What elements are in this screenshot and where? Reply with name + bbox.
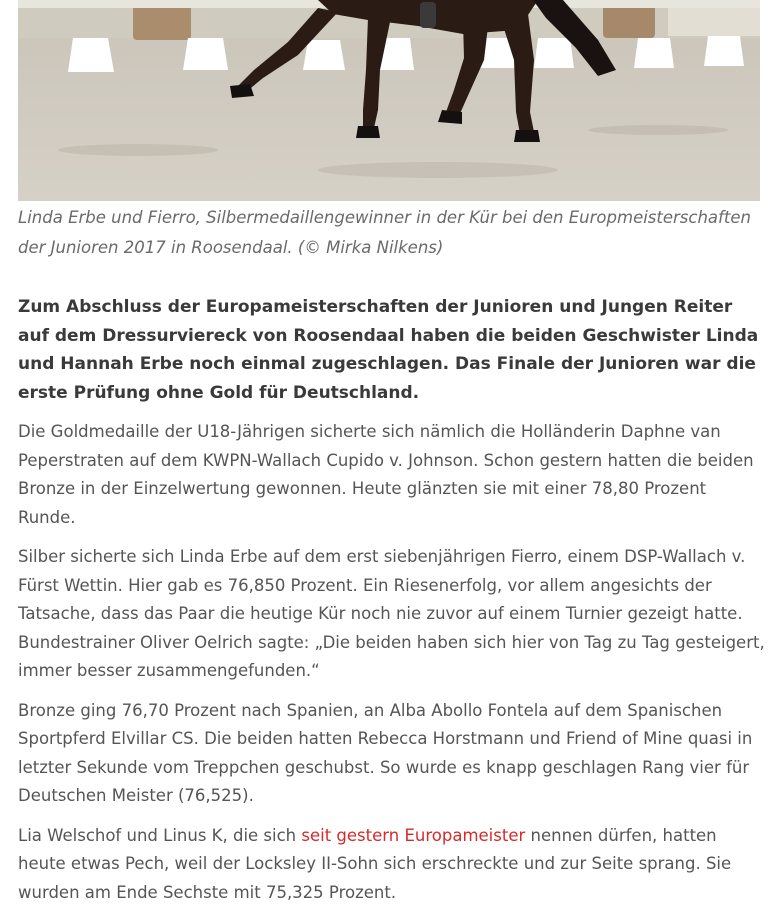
- photo-caption: Linda Erbe und Fierro, Silbermedaillengewinner in der Kür bei den Europmeisterschaften der Junioren 2017 in Roosendaal. (© Mirka Nilkens): [18, 208, 751, 257]
- article-lead: Zum Abschluss der Europameisterschaften der Junioren und Jungen Reiter auf dem Dressurviereck von Roosendaal haben die beiden Geschwister Linda und Hannah Erbe noch einmal zugeschlagen. Das Finale der Junioren war die erste Prüfung ohne Gold für Deutschland.: [18, 297, 759, 403]
- article-body: [18, 293, 768, 918]
- article-paragraph-1: Die Goldmedaille der U18-Jährigen sicherte sich nämlich die Holländerin Daphne van Peperstraten auf dem KWPN-Wallach Cupido v. Johnson. Schon gestern hatten die beiden Bronze in der Einzelwertung gewonnen. Heute glänzten sie mit einer 78,80 Prozent Runde.: [18, 422, 754, 527]
- article-paragraph-4: [18, 822, 768, 908]
- article-paragraph-3: Bronze ging 76,70 Prozent nach Spanien, an Alba Abollo Fontela auf dem Spanischen Sportpferd Elvillar CS. Die beiden hatten Rebecca Horstmann und Friend of Mine quasi in letzter Sekunde vom Treppchen geschubst. So wurde es knapp geschlagen Rang vier für Deutschen Meister (76,525).: [18, 700, 753, 805]
- article-photo: [18, 0, 760, 201]
- paragraph-4-text-before: Lia Welschof und Linus K, die sich: [18, 825, 302, 845]
- paragraph-4-text-after: nennen dürfen, hatten heute etwas Pech, weil der Locksley II-Sohn sich erschreckte und zur Seite sprang. Sie wurden am Ende Sechste mit 75,325 Prozent.: [18, 825, 732, 902]
- photo-horse-image: [18, 0, 760, 201]
- article-paragraph-2: Silber sicherte sich Linda Erbe auf dem erst siebenjährigen Fierro, einem DSP-Wallach v. Fürst Wettin. Hier gab es 76,850 Prozent. Ein Riesenerfolg, vor allem angesichts der Tatsache, dass das Paar die heutige Kür noch nie zuvor auf einem Turnier gezeigt hatte. Bundestrainer Oliver Oelrich sagte: „Die beiden haben sich hier von Tag zu Tag gesteigert, immer besser zusammengefunden.“: [18, 547, 765, 680]
- europameister-link[interactable]: seit gestern Europameister: [301, 825, 526, 845]
